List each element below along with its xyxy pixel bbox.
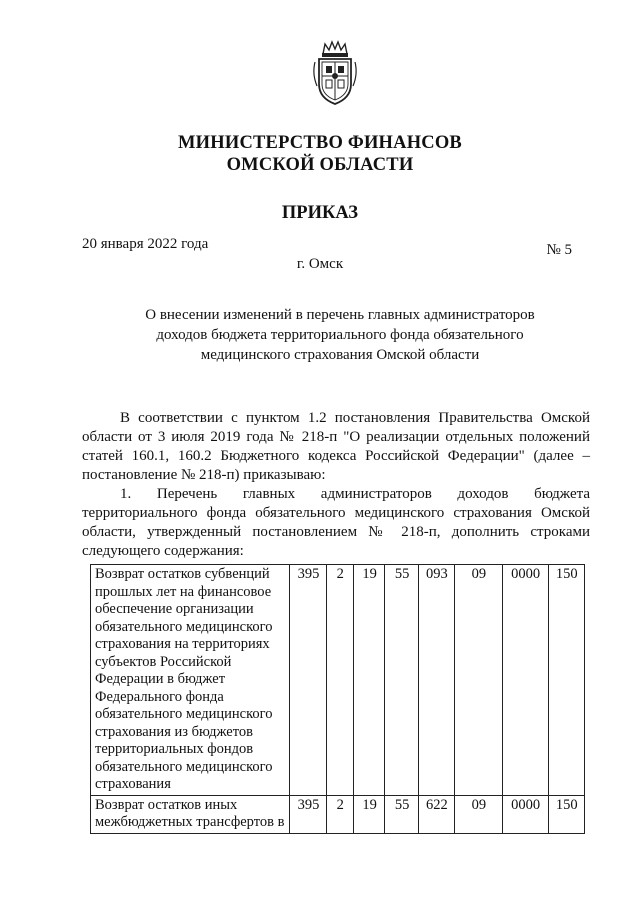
body-paragraph-1: В соответствии с пунктом 1.2 постановления Правительства Омской области от 3 июля 2019 года № 218-п "О реализации отдельных положений статей 160.1, 160.2 Бюджетного кодекса Российской Федерации" (далее – постановление № 218-п) приказываю:: [82, 410, 590, 483]
table-cell-code: 150: [548, 565, 584, 796]
table-cell-code: 0000: [502, 565, 548, 796]
table-cell-code: 2: [326, 565, 353, 796]
table-cell-name: Возврат остатков иных межбюджетных трансфертов в: [91, 795, 290, 833]
order-number: № 5: [546, 242, 572, 258]
table-cell-code: 0000: [502, 795, 548, 833]
table-cell-code: 622: [418, 795, 454, 833]
body-paragraph-2: 1. Перечень главных администраторов доходов бюджета территориального фонда обязательного медицинского страхования Омской области, утвержденный постановлением № 218-п, дополнить строками следующего содержания:: [82, 486, 590, 559]
order-city: г. Омск: [296, 256, 344, 272]
revenue-table: [90, 564, 585, 834]
table-cell-code: 2: [326, 795, 353, 833]
table-row: [91, 565, 585, 796]
table-cell-code: 09: [455, 565, 503, 796]
document-type: ПРИКАЗ: [281, 203, 359, 223]
order-subject: О внесении изменений в перечень главных администраторов доходов бюджета территориального фонда обязательного медицинского страхования Омской области: [145, 307, 535, 363]
order-body: [82, 409, 590, 561]
table-cell-code: 395: [290, 565, 326, 796]
ministry-line-2: ОМСКОЙ ОБЛАСТИ: [226, 155, 414, 175]
ministry-name: [0, 132, 640, 176]
table-cell-code: 55: [385, 565, 418, 796]
order-date: 20 января 2022 года: [82, 236, 209, 252]
table-cell-code: 093: [418, 565, 454, 796]
table-cell-code: 19: [353, 795, 385, 833]
table-cell-code: 395: [290, 795, 326, 833]
ministry-line-1: МИНИСТЕРСТВО ФИНАНСОВ: [178, 133, 462, 153]
coat-of-arms-icon: [311, 40, 359, 108]
table-cell-code: 19: [353, 565, 385, 796]
table-row: [91, 795, 585, 833]
table-cell-code: 55: [385, 795, 418, 833]
table-cell-code: 09: [455, 795, 503, 833]
table-cell-code: 150: [548, 795, 584, 833]
table-cell-name: Возврат остатков субвенций прошлых лет на финансовое обеспечение организации обязательного медицинского страхования на территориях субъектов Российской Федерации в бюджет Федерального фонда обязательного медицинского страхования из бюджетов территориальных фондов обязательного медицинского страхования: [91, 565, 290, 796]
